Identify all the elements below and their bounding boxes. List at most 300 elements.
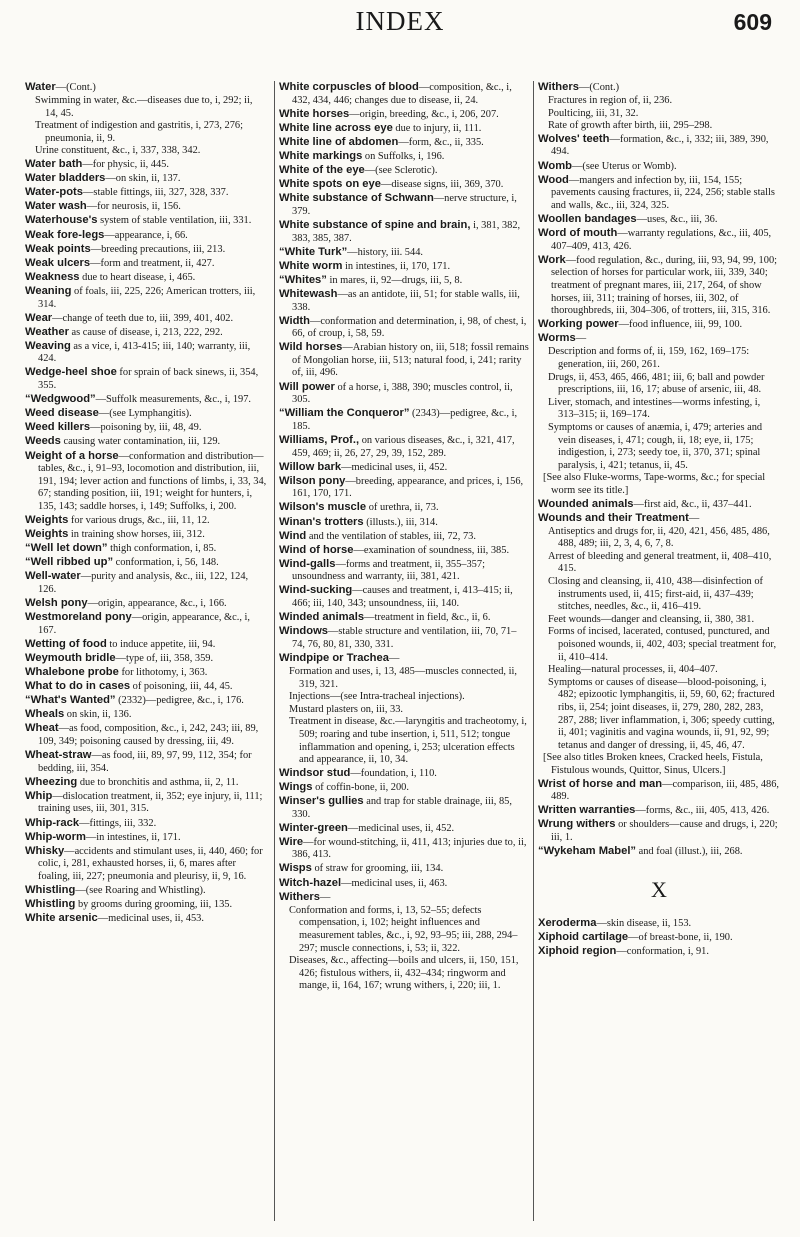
index-entry xyxy=(279,108,529,122)
index-subentry: Diseases, &c., affecting—boils and ulcers, ii, 150, 151, 426; fistulous withers, ii, 432–434; ringworm and mange, ii, 164, 167; wrung withers, i, 220; iii, 1. xyxy=(289,955,519,992)
entry-heading: “William the Conqueror” xyxy=(279,407,410,420)
entry-heading: Well-water xyxy=(25,570,81,583)
entry-heading: Wheals xyxy=(25,708,65,721)
entry-references: —origin, appearance, &c., i, 167. xyxy=(38,612,251,636)
entry-references: (2343)—pedigree, &c., i, 185. xyxy=(292,408,518,432)
entry-heading: Whip-rack xyxy=(25,816,80,829)
entry-heading: Wisps xyxy=(279,862,312,875)
index-entry xyxy=(538,213,780,227)
entry-heading: Weak fore-legs xyxy=(25,228,105,241)
entry-heading: “Wedgwood” xyxy=(25,393,96,406)
index-subentry: Healing—natural processes, ii, 404–407. xyxy=(548,664,718,676)
entry-heading: Width xyxy=(279,314,310,327)
index-entry xyxy=(279,862,529,876)
entry-heading: Weather xyxy=(25,325,69,338)
entry-heading: Wetting of food xyxy=(25,637,107,650)
index-entry xyxy=(279,530,529,544)
index-entry xyxy=(279,381,529,407)
entry-references: —as food, iii, 89, 97, 99, 112, 354; for bedding, iii, 354. xyxy=(38,750,252,774)
entry-references: for sprain of back sinews, ii, 354, 355. xyxy=(38,367,259,392)
entry-heading: Water bladders xyxy=(25,172,106,185)
index-subentry: Description and forms of, ii, 159, 162, 169–175: generation, iii, 260, 261. xyxy=(548,346,750,370)
index-entry xyxy=(538,227,780,253)
index-entry xyxy=(279,544,529,558)
entry-heading: White arsenic xyxy=(25,912,98,925)
entry-references: —food regulation, &c., during, iii, 93, 94, 99, 100; selection of horses for particular work, iii, 339, 340; treatment of pregnant mares, iii, 217, 264, of show horses, iii, 311; training of horses, iii, 302, of thoroughbreds, iii, 304–306, of trotters, iii, 315, 316. xyxy=(551,254,778,317)
index-entry xyxy=(538,254,780,318)
index-entry xyxy=(25,831,267,845)
entry-heading: Weights xyxy=(25,514,69,526)
index-entry xyxy=(25,570,267,596)
entry-heading: Winter-green xyxy=(279,821,348,834)
entry-references: —disease signs, iii, 369, 370. xyxy=(380,179,504,191)
index-entry xyxy=(279,341,529,380)
index-entry xyxy=(279,891,529,905)
cross-reference-note: [See also titles Broken knees, Cracked heels, Fistula, Fistulous wounds, Quittor, Sinus, Ulcers.] xyxy=(543,752,763,776)
entry-references: — xyxy=(575,333,587,345)
index-entry xyxy=(279,558,529,584)
entry-heading: “Well let down” xyxy=(25,542,108,555)
entry-heading: Wounds and their Treatment xyxy=(538,511,689,524)
entry-references: —skin disease, ii, 153. xyxy=(596,917,692,929)
index-entry xyxy=(25,285,267,311)
index-entry xyxy=(279,822,529,836)
entry-heading: Whistling xyxy=(25,898,76,911)
index-entry xyxy=(25,229,267,243)
entry-heading: White markings xyxy=(279,149,363,162)
index-entry xyxy=(538,945,780,959)
index-column-2 xyxy=(279,81,529,1221)
index-entry xyxy=(279,122,529,136)
index-entry xyxy=(25,257,267,271)
index-entry xyxy=(538,512,780,526)
entry-references: —conformation and determination, i, 98, of chest, i, 66, of croup, i, 58, 59. xyxy=(292,315,527,340)
entry-references: —change of teeth due to, iii, 399, 401, 402. xyxy=(52,312,234,324)
index-entry xyxy=(25,652,267,666)
index-entry xyxy=(25,326,267,340)
entry-references: —foundation, i, 110. xyxy=(350,767,437,779)
entry-references: — xyxy=(319,891,331,903)
entry-references: —poisoning by, iii, 48, 49. xyxy=(90,422,202,434)
index-entry xyxy=(279,150,529,164)
index-entry xyxy=(538,931,780,945)
entry-references: in intestines, ii, 170, 171. xyxy=(342,260,451,272)
entry-heading: White line of abdomen xyxy=(279,135,399,148)
entry-heading: White of the eye xyxy=(279,164,365,177)
entry-references: —appearance, i, 66. xyxy=(104,229,188,241)
index-entry xyxy=(279,136,529,150)
section-letter: X xyxy=(651,876,667,902)
index-entry xyxy=(25,514,267,528)
entry-references: by grooms during grooming, iii, 135. xyxy=(75,899,233,911)
entry-references: —food influence, iii, 99, 100. xyxy=(618,319,743,331)
entry-heading: Wire xyxy=(279,835,304,848)
entry-heading: Water-pots xyxy=(25,186,84,199)
index-entry xyxy=(538,917,780,931)
entry-references: —dislocation treatment, ii, 352; eye injury, ii, 111; training uses, iii, 301, 315. xyxy=(38,790,263,815)
entry-references: due to injury, ii, 111. xyxy=(392,122,482,134)
entry-heading: Williams, Prof., xyxy=(279,433,360,446)
entry-references: —fittings, iii, 332. xyxy=(79,817,157,829)
entry-references: due to bronchitis and asthma, ii, 2, 11. xyxy=(77,776,239,788)
index-subentry: Poulticing, iii, 31, 32. xyxy=(548,107,639,119)
index-entry xyxy=(25,722,267,748)
entry-references: —on skin, ii, 137. xyxy=(105,173,181,185)
entry-heading: Wounded animals xyxy=(538,497,634,510)
index-entry xyxy=(538,845,780,859)
entry-references: system of stable ventilation, iii, 331. xyxy=(97,215,252,227)
entry-references: —examination of soundness, iii, 385. xyxy=(353,544,510,556)
entry-references: (2332)—pedigree, &c., i, 176. xyxy=(115,695,244,707)
index-entry xyxy=(279,260,529,274)
index-entry xyxy=(25,542,267,556)
entry-heading: White line across eye xyxy=(279,121,393,134)
index-entry xyxy=(25,200,267,214)
index-entry xyxy=(25,638,267,652)
entry-references: —(see Uterus or Womb). xyxy=(571,160,677,172)
index-subentry: Liver, stomach, and intestines—worms infesting, i, 313–315; ii, 169–174. xyxy=(548,396,761,421)
entry-references: in training show horses, iii, 312. xyxy=(68,529,205,541)
index-entry xyxy=(25,407,267,421)
index-entry xyxy=(25,271,267,285)
entry-heading: Windsor stud xyxy=(279,766,351,779)
index-entry xyxy=(279,315,529,341)
entry-references: —as food, composition, &c., i, 242, 243; iii, 89, 109, 349; poisoning caused by dressing, iii, 49. xyxy=(38,723,259,747)
entry-references: —form and treatment, ii, 427. xyxy=(90,257,215,269)
entry-heading: Wheat-straw xyxy=(25,749,92,762)
entry-references: —origin, appearance, &c., i, 166. xyxy=(87,598,227,610)
index-column-1 xyxy=(25,81,267,1221)
entry-heading: Weymouth bridle xyxy=(25,651,116,664)
entry-references: —uses, &c., iii, 36. xyxy=(636,213,718,225)
index-entry xyxy=(25,597,267,611)
page-number: 609 xyxy=(733,9,772,35)
entry-heading: Working power xyxy=(538,318,619,331)
entry-references: —for physic, ii, 445. xyxy=(82,159,169,171)
entry-references: on skin, ii, 136. xyxy=(64,709,132,721)
index-entry xyxy=(25,694,267,708)
entry-heading: What to do in cases xyxy=(25,680,131,693)
entry-references: —for neurosis, ii, 156. xyxy=(86,201,181,213)
entry-references: in mares, ii, 92—drugs, iii, 5, 8. xyxy=(326,274,463,286)
entry-references: —formation, &c., i, 332; iii, 389, 390, 494. xyxy=(551,133,769,158)
entry-references: —history, iii. 544. xyxy=(347,246,423,258)
index-subentry: Symptoms or causes of disease—blood-poisoning, i, 482; epizootic lymphangitis, ii, 59, 60, 62; fractured ribs, ii, 254; joint diseases, ii, 279, 280, 282, 283, 287, 288; liver inflammation, i, 306; speedy cutting, ii, 401; vaginitis and vagina wounds, ii, 91, 92, 99; tetanus and danger of dressing, ii, 45, 46, 47. xyxy=(548,676,775,751)
entry-references: —first aid, &c., ii, 437–441. xyxy=(633,498,752,510)
index-subentry: Arrest of bleeding and general treatment, ii, 408–410, 415. xyxy=(548,550,772,575)
entry-heading: Windows xyxy=(279,625,328,638)
entry-references: i, 381, 382, 383, 385, 387. xyxy=(292,219,521,244)
index-entry xyxy=(538,498,780,512)
entry-heading: Wrung withers xyxy=(538,818,616,831)
entry-heading: White spots on eye xyxy=(279,178,381,191)
entry-references: —nerve structure, i, 379. xyxy=(292,193,517,217)
entry-heading: Womb xyxy=(538,159,572,172)
index-entry xyxy=(25,421,267,435)
entry-references: —form, &c., ii, 335. xyxy=(398,136,484,148)
entry-references: and foal (illust.), iii, 268. xyxy=(636,846,743,858)
entry-references: on various diseases, &c., i, 321, 417, 459, 469; ii, 26, 27, 29, 39, 152, 289. xyxy=(292,434,515,459)
entry-heading: Weaning xyxy=(25,284,72,297)
entry-references: —purity and analysis, &c., iii, 122, 124, 126. xyxy=(38,571,249,595)
entry-heading: Work xyxy=(538,253,566,266)
index-entry xyxy=(538,81,780,95)
page-title: INDEX xyxy=(355,6,445,36)
entry-heading: Whistling xyxy=(25,884,76,897)
entry-references: —Arabian history on, iii, 518; fossil remains of Mongolian horse, iii, 513; natural food, i, 241; rarity of, iii, 496. xyxy=(292,342,529,379)
index-entry xyxy=(25,214,267,228)
entry-references: —stable fittings, iii, 327, 328, 337. xyxy=(83,187,229,199)
entry-references: —medicinal uses, ii, 452. xyxy=(347,822,455,834)
index-subentry: Conformation and forms, i, 13, 52–55; defects compensation, i, 102; height influences and measurement tables, &c., i, 92, 93–95; iii, 288, 294–297; muscle connections, i, 53; ii, 322. xyxy=(289,904,518,954)
column-divider xyxy=(533,81,534,1221)
index-column-3 xyxy=(538,81,780,1221)
index-entry xyxy=(25,243,267,257)
index-entry xyxy=(25,708,267,722)
entry-references: —comparison, iii, 485, 486, 489. xyxy=(551,778,780,803)
entry-references: (illusts.), iii, 314. xyxy=(363,516,438,528)
entry-heading: Wings xyxy=(279,780,313,793)
index-entry xyxy=(538,804,780,818)
index-entry xyxy=(25,680,267,694)
index-entry xyxy=(279,516,529,530)
entry-references: —type of, iii, 358, 359. xyxy=(115,652,214,664)
entry-references: —(Cont.) xyxy=(578,82,620,93)
entry-heading: Water xyxy=(25,81,56,93)
entry-heading: White worm xyxy=(279,259,343,272)
entry-references: —medicinal uses, ii, 463. xyxy=(341,877,448,889)
index-columns xyxy=(25,81,780,1221)
index-entry xyxy=(25,884,267,898)
index-entry xyxy=(25,81,267,95)
entry-references: of urethra, ii, 73. xyxy=(366,502,439,514)
index-entry xyxy=(279,475,529,501)
entry-heading: Wind-sucking xyxy=(279,584,353,597)
entry-references: —(Cont.) xyxy=(55,82,96,93)
index-entry xyxy=(279,274,529,288)
index-entry xyxy=(279,652,529,666)
entry-heading: “Whites” xyxy=(279,273,327,286)
entry-references: and trap for stable drainage, iii, 85, 330. xyxy=(292,795,512,820)
index-entry xyxy=(25,845,267,884)
entry-heading: White substance of Schwann xyxy=(279,192,434,205)
index-subentry: Forms of incised, lacerated, contused, punctured, and poisoned wounds, ii, 402, 403; special treatment for, ii, 410–414. xyxy=(548,626,777,663)
entry-references: conformation, i, 56, 148. xyxy=(113,557,219,569)
entry-heading: Whalebone probe xyxy=(25,666,119,679)
column-divider xyxy=(274,81,275,1221)
entry-heading: Wolves' teeth xyxy=(538,132,610,145)
entry-heading: Weaving xyxy=(25,339,71,352)
index-entry xyxy=(279,81,529,107)
entry-references: —as an antidote, iii, 51; for stable walls, iii, 338. xyxy=(292,288,520,313)
entry-heading: Word of mouth xyxy=(538,227,618,240)
index-entry xyxy=(25,186,267,200)
index-subentry: Urine constituent, &c., i, 337, 338, 342. xyxy=(35,145,201,157)
entry-references: —forms and treatment, ii, 355–357; unsoundness and warranty, iii, 381, 421. xyxy=(292,558,485,583)
entry-heading: Winan's trotters xyxy=(279,515,364,528)
index-entry xyxy=(25,435,267,449)
entry-references: of foals, iii, 225, 226; American trotters, iii, 314. xyxy=(38,285,256,310)
entry-heading: Wheat xyxy=(25,722,59,735)
entry-heading: Withers xyxy=(279,890,320,903)
entry-references: —composition, &c., i, 432, 434, 446; changes due to disease, ii, 24. xyxy=(292,82,512,106)
index-entry xyxy=(25,366,267,392)
index-subentry: Swimming in water, &c.—diseases due to, i, 292; ii, 14, 45. xyxy=(35,95,253,119)
index-entry xyxy=(538,818,780,844)
entry-heading: Weakness xyxy=(25,270,80,283)
index-entry xyxy=(279,192,529,218)
entry-references: on Suffolks, i, 196. xyxy=(362,150,445,162)
entry-references: —breeding, appearance, and prices, i, 156, 161, 170, 171. xyxy=(292,475,524,500)
index-entry xyxy=(279,836,529,862)
index-entry xyxy=(25,172,267,186)
entry-heading: Wind-galls xyxy=(279,557,336,570)
entry-references: due to heart disease, i, 465. xyxy=(79,271,196,283)
cross-reference-note: [See also Fluke-worms, Tape-worms, &c.; for special worm see its title.] xyxy=(543,472,766,496)
entry-heading: Xeroderma xyxy=(538,916,597,929)
index-entry xyxy=(25,393,267,407)
entry-heading: Waterhouse's xyxy=(25,214,98,227)
entry-heading: Wedge-heel shoe xyxy=(25,366,117,379)
index-entry xyxy=(279,434,529,460)
index-entry xyxy=(279,246,529,260)
entry-references: of poisoning, iii, 44, 45. xyxy=(130,681,233,693)
entry-references: —Suffolk measurements, &c., i, 197. xyxy=(95,394,251,406)
entry-heading: Westmoreland pony xyxy=(25,611,132,624)
entry-references: causing water contamination, iii, 129. xyxy=(60,436,221,448)
entry-references: —medicinal uses, ii, 453. xyxy=(97,913,204,925)
entry-heading: “What's Wanted” xyxy=(25,694,116,707)
index-entry xyxy=(25,528,267,542)
entry-heading: Weights xyxy=(25,528,69,541)
index-entry xyxy=(279,178,529,192)
entry-heading: Wild horses xyxy=(279,341,343,354)
index-entry xyxy=(279,625,529,651)
index-entry xyxy=(279,584,529,610)
entry-references: —of breast-bone, ii, 190. xyxy=(628,931,733,943)
entry-heading: White substance of spine and brain, xyxy=(279,218,471,231)
entry-heading: Whitewash xyxy=(279,287,338,300)
entry-heading: Winser's gullies xyxy=(279,794,364,807)
entry-heading: Weed disease xyxy=(25,407,99,420)
index-entry xyxy=(25,340,267,366)
index-subentry: Rate of growth after birth, iii, 295–298. xyxy=(548,120,713,132)
entry-references: —(see Roaring and Whistling). xyxy=(75,885,206,897)
index-entry xyxy=(25,898,267,912)
index-entry xyxy=(25,666,267,680)
entry-references: — xyxy=(388,652,400,664)
index-subentry: Formation and uses, i, 13, 485—muscles connected, ii, 319, 321. xyxy=(289,666,517,690)
entry-heading: White horses xyxy=(279,107,350,120)
entry-heading: Weed killers xyxy=(25,421,91,434)
index-entry xyxy=(538,160,780,174)
entry-heading: Wind of horse xyxy=(279,543,354,556)
entry-references: thigh conformation, i, 85. xyxy=(107,543,217,555)
entry-heading: “Wykeham Mabel” xyxy=(538,845,637,858)
entry-references: for various drugs, &c., iii, 11, 12. xyxy=(68,515,210,526)
entry-heading: Welsh pony xyxy=(25,597,88,610)
index-subentry: Fractures in region of, ii, 236. xyxy=(548,95,673,107)
entry-references: —medicinal uses, ii, 452. xyxy=(341,461,448,473)
entry-heading: Weak ulcers xyxy=(25,256,91,269)
entry-references: of a horse, i, 388, 390; muscles control, ii, 305. xyxy=(292,381,513,406)
entry-references: or shoulders—cause and drugs, i, 220; iii, 1. xyxy=(551,819,778,843)
entry-heading: Winded animals xyxy=(279,611,365,624)
index-entry xyxy=(279,219,529,245)
entry-references: —conformation and distribution—tables, &c., i, 91–93, locomotion and distribution, iii, 191, 194; lever action and functions of limbs, i, 33, 34, 67; standing position, iii, 191; weight for hunters, i, 135, 143; saddle horses, i, 149; Suffolks, i, 200. xyxy=(38,450,267,512)
entry-heading: “White Turk” xyxy=(279,245,348,258)
index-entry xyxy=(538,133,780,159)
index-entry xyxy=(279,767,529,781)
index-entry xyxy=(538,778,780,804)
index-entry xyxy=(25,776,267,790)
entry-references: —warranty regulations, &c., iii, 405, 407–409, 413, 426. xyxy=(551,228,772,252)
index-entry xyxy=(25,312,267,326)
index-subentry: Drugs, ii, 453, 465, 466, 481; iii, 6; ball and powder prescriptions, iii, 16, 17; abuse of arsenic, iii, 48. xyxy=(548,371,765,396)
index-entry xyxy=(25,611,267,637)
entry-heading: Water wash xyxy=(25,200,87,213)
entry-heading: Wood xyxy=(538,173,569,186)
index-entry xyxy=(279,501,529,515)
entry-heading: Will power xyxy=(279,380,335,393)
index-entry xyxy=(25,158,267,172)
index-entry xyxy=(25,450,267,514)
index-entry xyxy=(279,611,529,625)
entry-references: of coffin-bone, ii, 200. xyxy=(312,781,409,793)
entry-references: to induce appetite, iii, 94. xyxy=(106,638,216,650)
entry-references: for lithotomy, i, 363. xyxy=(118,667,208,679)
index-entry xyxy=(279,288,529,314)
entry-heading: Wheezing xyxy=(25,775,78,788)
entry-references: —origin, breeding, &c., i, 206, 207. xyxy=(349,108,499,120)
entry-references: —in intestines, ii, 171. xyxy=(85,831,181,843)
index-entry xyxy=(25,749,267,775)
index-entry xyxy=(25,556,267,570)
index-subentry: Closing and cleansing, ii, 410, 438—disinfection of instruments used, ii, 415; first-aid, ii, 437–439; stitches, needles, &c., ii, 416–419. xyxy=(548,576,764,613)
index-entry xyxy=(25,790,267,816)
entry-heading: Worms xyxy=(538,332,576,345)
entry-heading: Windpipe or Trachea xyxy=(279,651,389,664)
entry-references: and the ventilation of stables, iii, 72, 73. xyxy=(306,530,476,542)
entry-heading: “Well ribbed up” xyxy=(25,556,114,569)
entry-references: —for wound-stitching, ii, 411, 413; injuries due to, ii, 386, 413. xyxy=(292,836,527,861)
entry-references: —treatment in field, &c., ii, 6. xyxy=(364,612,491,624)
entry-references: —stable structure and ventilation, iii, 70, 71–74, 76, 80, 81, 330, 331. xyxy=(292,626,517,650)
entry-references: —conformation, i, 91. xyxy=(616,945,709,957)
index-subentry: Antiseptics and drugs for, ii, 420, 421, 456, 485, 486, 488, 489; iii, 2, 3, 4, 6, 7, 8. xyxy=(548,525,770,550)
entry-references: —causes and treatment, i, 413–415; ii, 466; iii, 140, 343; unsoundness, iii, 140. xyxy=(292,585,513,610)
entry-heading: Wrist of horse and man xyxy=(538,777,663,790)
entry-heading: Whip xyxy=(25,789,53,802)
entry-references: —mangers and infection by, iii, 154, 155; pavements causing fractures, ii, 224, 256; stable stalls and walls, &c., iii, 324, 325. xyxy=(551,174,775,211)
entry-heading: Xiphoid region xyxy=(538,944,617,957)
index-entry xyxy=(279,781,529,795)
entry-heading: Weeds xyxy=(25,435,61,448)
index-entry xyxy=(279,407,529,433)
entry-references: —forms, &c., iii, 405, 413, 426. xyxy=(635,805,770,817)
entry-heading: Woollen bandages xyxy=(538,212,637,225)
entry-heading: White corpuscles of blood xyxy=(279,81,419,93)
entry-heading: Witch-hazel xyxy=(279,876,342,889)
entry-references: —(see Lymphangitis). xyxy=(98,408,192,420)
index-subentry: Feet wounds—danger and cleansing, ii, 380, 381. xyxy=(548,613,755,625)
entry-heading: Whisky xyxy=(25,844,65,857)
index-entry xyxy=(279,461,529,475)
entry-heading: Wind xyxy=(279,529,307,542)
index-subentry: Treatment of indigestion and gastritis, i, 273, 276; pneumonia, ii, 9. xyxy=(35,120,243,144)
index-entry xyxy=(279,164,529,178)
page-header xyxy=(0,0,800,40)
